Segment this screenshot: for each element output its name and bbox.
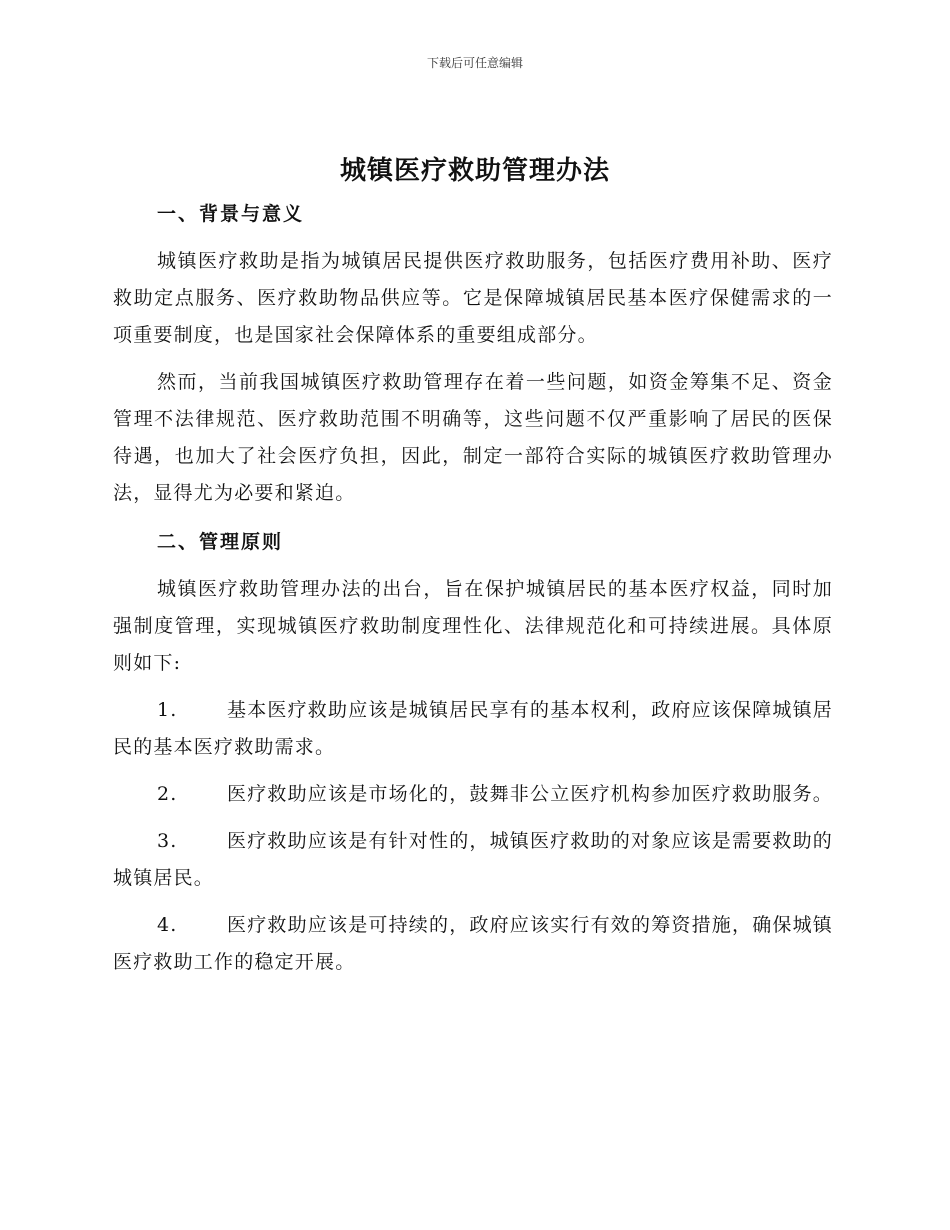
paragraph: 城镇医疗救助管理办法的出台，旨在保护城镇居民的基本医疗权益，同时加强制度管理，实现城镇医疗救助制度理性化、法律规范化和可持续进展。具体原则如下: [113,578,833,674]
list-item [113,776,833,813]
list-item [113,823,833,897]
paragraph: 然而，当前我国城镇医疗救助管理存在着一些问题，如资金筹集不足、资金管理不法律规范、医疗救助范围不明确等，这些问题不仅严重影响了居民的医保待遇，也加大了社会医疗负担，因此，制定一部符合实际的城镇医疗救助管理办法，显得尤为必要和紧迫。 [113,371,833,504]
paragraph: 城镇医疗救助是指为城镇居民提供医疗救助服务，包括医疗费用补助、医疗救助定点服务、医疗救助物品供应等。它是保障城镇居民基本医疗保健需求的一项重要制度，也是国家社会保障体系的重要组成部分。 [113,250,833,346]
list-number: 1. [157,699,178,721]
section-heading-background: 一、背景与意义 [157,203,305,225]
page-header: 下载后可任意编辑 [426,56,523,70]
list-number: 2. [157,783,178,805]
list-number: 4. [157,914,178,936]
list-item [113,692,833,766]
section-heading-principles: 二、管理原则 [157,531,284,553]
list-number: 3. [157,830,178,852]
list-text: 医疗救助应该是有针对性的，城镇医疗救助的对象应该是需要救助的城镇居民。 [113,830,834,889]
document-body [113,192,833,981]
list-item [113,907,833,981]
list-text: 医疗救助应该是市场化的，鼓舞非公立医疗机构参加医疗救助服务。 [227,783,834,805]
list-text: 基本医疗救助应该是城镇居民享有的基本权利，政府应该保障城镇居民的基本医疗救助需求。 [113,699,834,758]
list-text: 医疗救助应该是可持续的，政府应该实行有效的筹资措施，确保城镇医疗救助工作的稳定开展。 [113,914,834,973]
document-title: 城镇医疗救助管理办法 [339,156,610,186]
